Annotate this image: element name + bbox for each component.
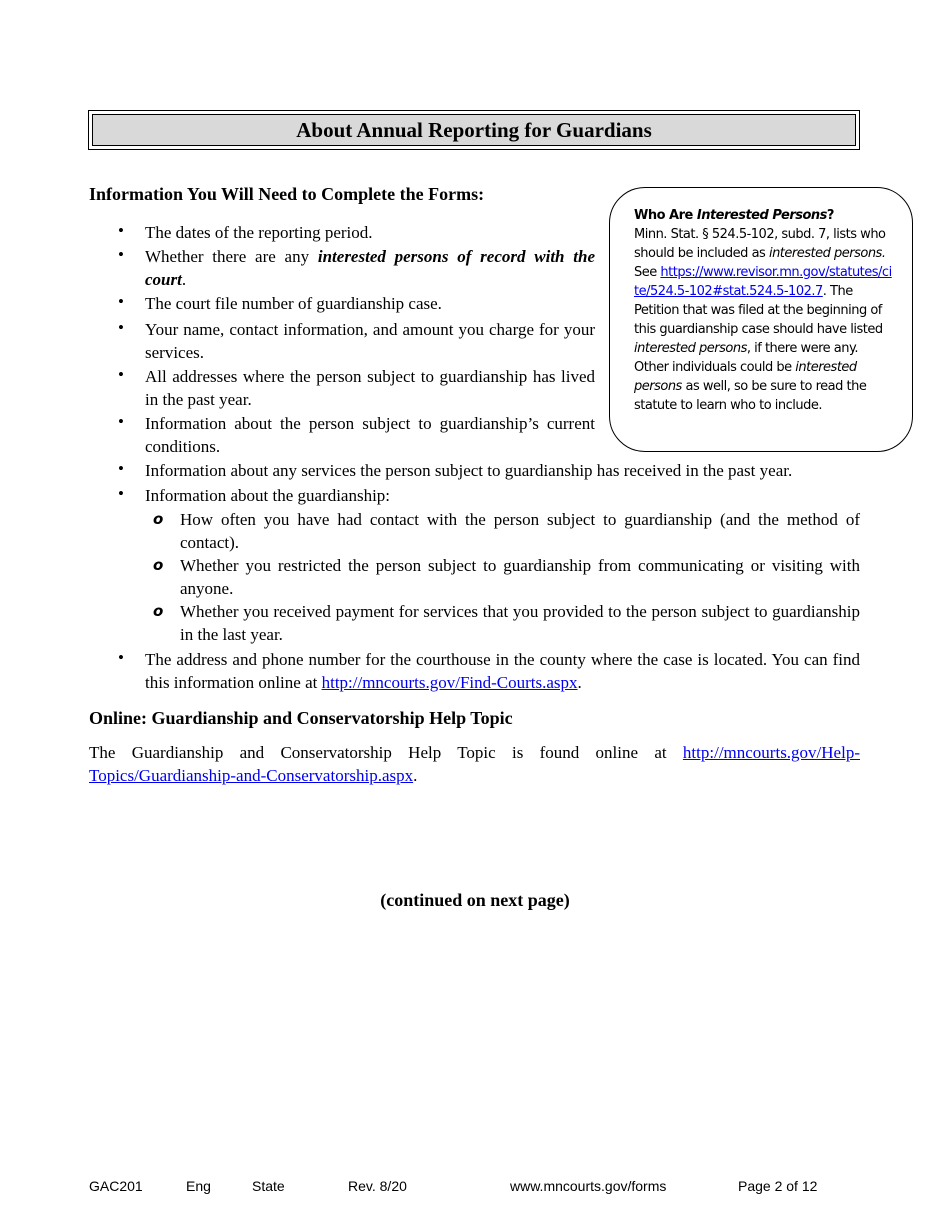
bullet-icon: • [118, 648, 124, 667]
footer-page-number: Page 2 of 12 [738, 1178, 818, 1194]
list-item: The address and phone number for the courthouse in the county where the case is located. You can find this information online at http://mncourts.gov/Find-Courts.aspx. [145, 650, 860, 692]
list-item: Your name, contact information, and amount you charge for your services. [145, 320, 595, 362]
list-item: The dates of the reporting period. [145, 223, 373, 242]
footer-revision: Rev. 8/20 [348, 1178, 407, 1194]
footer-website: www.mncourts.gov/forms [510, 1178, 667, 1194]
sub-list-item: Whether you restricted the person subject to guardianship from communicating or visiting with anyone. [180, 556, 860, 598]
callout-text: Minn. Stat. § 524.5-102, subd. 7, lists who should be included as interested persons. See https://www.revisor.mn.gov/statutes/cite/524.5-102#stat.524.5-102.7. The Petition that was filed at the beginning of this guardianship case should have listed interested persons, if there were any. Other individuals could be interested persons as well, so be sure to read the statute to learn who to include. [634, 227, 892, 413]
bullet-icon: • [118, 459, 124, 478]
sub-bullet-icon: o [153, 602, 164, 620]
sub-bullet-icon: o [153, 510, 164, 528]
footer-form-id: GAC201 [89, 1178, 143, 1194]
footer-language: Eng [186, 1178, 211, 1194]
list-item: Information about any services the person subject to guardianship has received in the past year. [145, 461, 793, 480]
bullet-icon: • [118, 245, 124, 264]
list-item: The court file number of guardianship case. [145, 294, 442, 313]
bullet-icon: • [118, 318, 124, 337]
continued-note: (continued on next page) [380, 890, 570, 910]
help-topic-link[interactable]: http://mncourts.gov/Help-Topics/Guardianship-and-Conservatorship.aspx [89, 743, 860, 785]
help-topic-paragraph: The Guardianship and Conservatorship Help Topic is found online at http://mncourts.gov/Help-Topics/Guardianship-and-Conservatorship.aspx. [89, 743, 860, 785]
list-item: Information about the person subject to guardianship’s current conditions. [145, 414, 595, 456]
find-courts-link[interactable]: http://mncourts.gov/Find-Courts.aspx [321, 673, 578, 692]
sub-bullet-icon: o [153, 556, 164, 574]
list-item: Information about the guardianship: [145, 486, 391, 505]
section-heading-online: Online: Guardianship and Conservatorship Help Topic [89, 708, 513, 728]
section-heading-info: Information You Will Need to Complete the Forms: [89, 184, 485, 204]
interested-persons-callout [609, 187, 913, 452]
bullet-icon: • [118, 412, 124, 431]
bullet-icon: • [118, 221, 124, 240]
sub-list-item: How often you have had contact with the person subject to guardianship (and the method of contact). [180, 510, 860, 552]
title-box [88, 110, 860, 150]
sub-list-item: Whether you received payment for services that you provided to the person subject to guardianship in the last year. [180, 602, 860, 644]
footer-scope: State [252, 1178, 285, 1194]
revisor-statute-link[interactable]: https://www.revisor.mn.gov/statutes/cite/524.5-102#stat.524.5-102.7 [634, 265, 892, 299]
list-item: Whether there are any interested persons of record with the court. [145, 247, 595, 289]
bullet-icon: • [118, 292, 124, 311]
list-item: All addresses where the person subject to guardianship has lived in the past year. [145, 367, 595, 409]
bullet-icon: • [118, 365, 124, 384]
callout-title: Who Are Interested Persons? [634, 208, 834, 223]
bullet-icon: • [118, 484, 124, 503]
page-title: About Annual Reporting for Guardians [92, 114, 856, 146]
